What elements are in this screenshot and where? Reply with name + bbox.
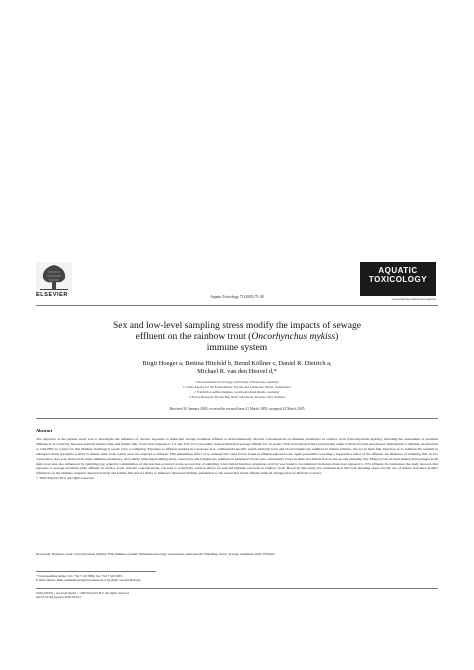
corresponding-author: * Corresponding author. Tel.: +64 7 343 5899; fax: +64 7 343 5005. — [36, 574, 123, 578]
footer-rule — [36, 588, 438, 589]
affiliation: d Forest Research, Private Bag 3020, Sala Street, Rotorua, New Zealand — [189, 395, 285, 399]
title-line: immune system — [206, 342, 268, 353]
affiliation: b Swiss Agency for the Environment, Forests and Landscape, Berne, Switzerland — [183, 385, 291, 389]
journal-citation: Aquatic Toxicology 73 (2005) 79–90 — [210, 295, 264, 299]
journal-url[interactable]: www.elsevier.com/locate/aquatox — [391, 297, 436, 301]
author-list — [40, 360, 434, 377]
header-rule — [36, 305, 438, 306]
abstract-body — [36, 437, 438, 481]
title-line: Sex and low-level sampling stress modify the impacts of sewage — [112, 320, 362, 331]
publisher-name: ELSEVIER — [36, 292, 69, 298]
title-species: Oncorhynchus mykiss — [251, 331, 336, 342]
affiliation: c Friedrich-Loeffler-Institute, Greifswald-Insel Riems, Germany — [194, 390, 280, 394]
journal-logo-line-2: TOXICOLOGY — [368, 274, 428, 284]
title-text: effluent on the rainbow trout ( — [135, 331, 252, 342]
journal-logo-line-1: AQUATIC — [378, 266, 418, 275]
title-text: ) — [335, 331, 339, 342]
doi-link[interactable]: doi:10.1016/j.aquatox.2005.03.014 — [36, 595, 81, 600]
keywords-text: Rainbow trout; Oncorhynchus mykiss; Fish immune system; Immunotoxicology; Aeromonas salmonicida; Handling stress; Sewage treatment plant; Effluent — [52, 552, 275, 556]
affiliation: a Environmental Toxicology, University of Konstanz, Germany — [195, 380, 279, 384]
front-matter — [36, 591, 236, 600]
authors-line: Michael R. van den Heuvel d,* — [197, 368, 277, 376]
keywords-label: Keywords: — [36, 552, 52, 556]
issn-line: 0166-445X/$ – see front matter © 2005 Elsevier B.V. All rights reserved. — [36, 591, 130, 595]
footnote-rule — [36, 571, 156, 572]
author-email[interactable]: E-mail address: mike.vandenheuvel@forestresearch.co.nz (M.R. van den Heuvel). — [36, 578, 142, 583]
abstract-heading: Abstract — [36, 428, 53, 433]
keywords — [36, 552, 438, 557]
abstract-text: The objective of the present study was to investigate the influence of chronic exposure to municipal sewage treatment effluent at environmentally relevant concentrations on immune parameters in rainbow trout (Oncorhynchus mykiss), including the assessment of potential differences in reactivity between sexually mature male and female fish. Trout were exposed to 1.5 and 15% (v/v) secondary treated municipal sewage effluent for 12 weeks. Fish were injected intra-peritoneally either with inactivated Aeromonas salmonicida to simulate an infection or with PBS as control for this immune challenge 6 weeks prior to sampling. Exposure to effluent resulted in a decrease in A. salmonicida-specific serum antibody level and blood lymphocyte numbers in mature females, but not in male fish. Injection of A. salmonicida resulted in enhanced serum lysozyme activity in mature male trout, which were not exposed to effluent. This stimulating effect of A. salmonicida could not be found in effluent-exposed trout, again potentially revealing a suppressive effect of the effluent. An influence of sampling fish on two consecutive days was observed in many immune parameters, most likely reflecting handling stress. Leucocyte and lymphocyte numbers in peripheral blood were consistently lower in male and female fish on the second sampling day. Phagocytosis in head kidney macrophages from male trout was also influenced by sampling day, whereby a stimulation of this reaction occurred on the second day of sampling. Liver mixed function oxygenase activity was found to be enhanced in mature male trout exposed to 15% effluent. In conclusion, the study showed, that exposure to sewage treatment plant effluent, in surface water relevant concentrations, can lead to potentially adverse effects on selected immune reactions in rainbow trout. However, this study also demonstrated that both handling stress and the sex of mature fish have distinct influences on the immune response detected in male and female fish and are likely to influence measured immune parameters to the extent that subtle effluent induced changes may be difficult to detect. — [36, 437, 438, 476]
received-dates: Received 10 January 2005; received in revised form 21 March 2005; accepted 22 March 2005 — [169, 407, 305, 411]
article-title — [40, 320, 434, 353]
authors-line: Birgit Hoeger a, Bettina Hitzfeld b, Bernd Köllner c, Daniel R. Dietrich a, — [142, 360, 332, 367]
title-line — [40, 331, 434, 342]
copyright-line: © 2005 Elsevier B.V. All rights reserved. — [36, 476, 95, 481]
footnote — [36, 574, 438, 583]
abstract-top-rule — [36, 418, 438, 419]
elsevier-tree-logo — [36, 262, 72, 292]
journal-logo — [360, 262, 436, 296]
